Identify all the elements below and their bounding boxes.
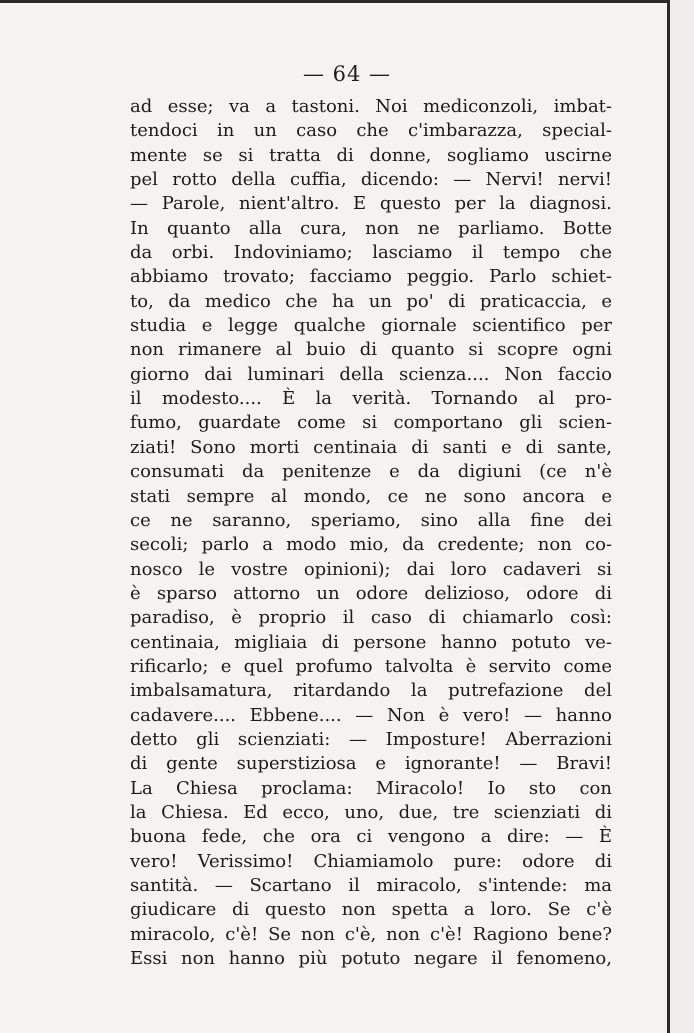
text-line: santità. — Scartano il miracolo, s'intende: ma bbox=[130, 875, 612, 896]
text-line: mente se si tratta di donne, sogliamo uscirne bbox=[130, 144, 612, 166]
text-line: ce ne saranno, speriamo, sino alla fine dei bbox=[130, 509, 612, 531]
text-line: consumati da penitenze e da digiuni (ce n'è bbox=[130, 461, 612, 483]
text-line: Essi non hanno più potuto negare il fenomeno, bbox=[130, 948, 612, 970]
text-line: la Chiesa. Ed ecco, uno, due, tre scienziati di bbox=[130, 801, 612, 823]
text-line: è sparso attorno un odore delizioso, odore di bbox=[130, 582, 612, 604]
text-line: studia e legge qualche giornale scientifico per bbox=[130, 315, 612, 337]
text-line: abbiamo trovato; facciamo peggio. Parlo schiet- bbox=[130, 266, 612, 288]
body-text bbox=[130, 95, 612, 971]
text-line: di gente superstiziosa e ignorante! — Bravi! bbox=[130, 753, 612, 775]
text-line: tendoci in un caso che c'imbarazza, special- bbox=[130, 120, 612, 142]
text-line: vero! Verissimo! Chiamiamolo pure: odore di bbox=[130, 850, 612, 872]
text-line: fumo, guardate come si comportano gli scien- bbox=[130, 412, 612, 434]
text-line: secoli; parlo a modo mio, da credente; non co- bbox=[130, 534, 612, 556]
text-line: In quanto alla cura, non ne parliamo. Botte bbox=[130, 217, 612, 239]
text-line: il modesto.... È la verità. Tornando al pro- bbox=[130, 388, 612, 410]
page-right-edge bbox=[667, 0, 670, 1033]
text-line: ad esse; va a tastoni. Noi mediconzoli, imbat- bbox=[130, 96, 612, 117]
text-line: paradiso, è proprio il caso di chiamarlo così: bbox=[130, 607, 612, 629]
text-line: imbalsamatura, ritardando la putrefazione del bbox=[130, 680, 612, 702]
page-number: — 64 — bbox=[302, 62, 392, 86]
text-line: non rimanere al buio di quanto si scopre ogni bbox=[130, 339, 612, 361]
text-line: giudicare di questo non spetta a loro. Se c'è bbox=[130, 899, 612, 921]
text-line: cadavere.... Ebbene.... — Non è vero! — hanno bbox=[130, 704, 612, 726]
text-line: giorno dai luminari della scienza.... Non faccio bbox=[130, 363, 612, 385]
text-line: — Parole, nient'altro. E questo per la diagnosi. bbox=[130, 193, 612, 215]
text-line: rificarlo; e quel profumo talvolta è servito come bbox=[130, 655, 612, 677]
text-line: nosco le vostre opinioni); dai loro cadaveri si bbox=[130, 558, 612, 580]
text-line: detto gli scienziati: — Imposture! Aberrazioni bbox=[130, 728, 612, 750]
text-line: buona fede, che ora ci vengono a dire: — È bbox=[130, 826, 612, 848]
text-line: to, da medico che ha un po' di praticaccia, e bbox=[130, 290, 612, 312]
text-line: stati sempre al mondo, ce ne sono ancora e bbox=[130, 485, 612, 507]
text-line: miracolo, c'è! Se non c'è, non c'è! Ragiono bene? bbox=[130, 923, 612, 945]
text-line: da orbi. Indoviniamo; lasciamo il tempo che bbox=[130, 242, 612, 264]
page-top-edge bbox=[0, 0, 694, 3]
text-line: ziati! Sono morti centinaia di santi e di sante, bbox=[130, 436, 612, 458]
text-line: La Chiesa proclama: Miracolo! Io sto con bbox=[130, 777, 612, 799]
text-line: pel rotto della cuffia, dicendo: — Nervi! nervi! bbox=[130, 169, 612, 191]
text-line: centinaia, migliaia di persone hanno potuto ve- bbox=[130, 631, 612, 653]
page-right-margin bbox=[670, 0, 694, 1033]
